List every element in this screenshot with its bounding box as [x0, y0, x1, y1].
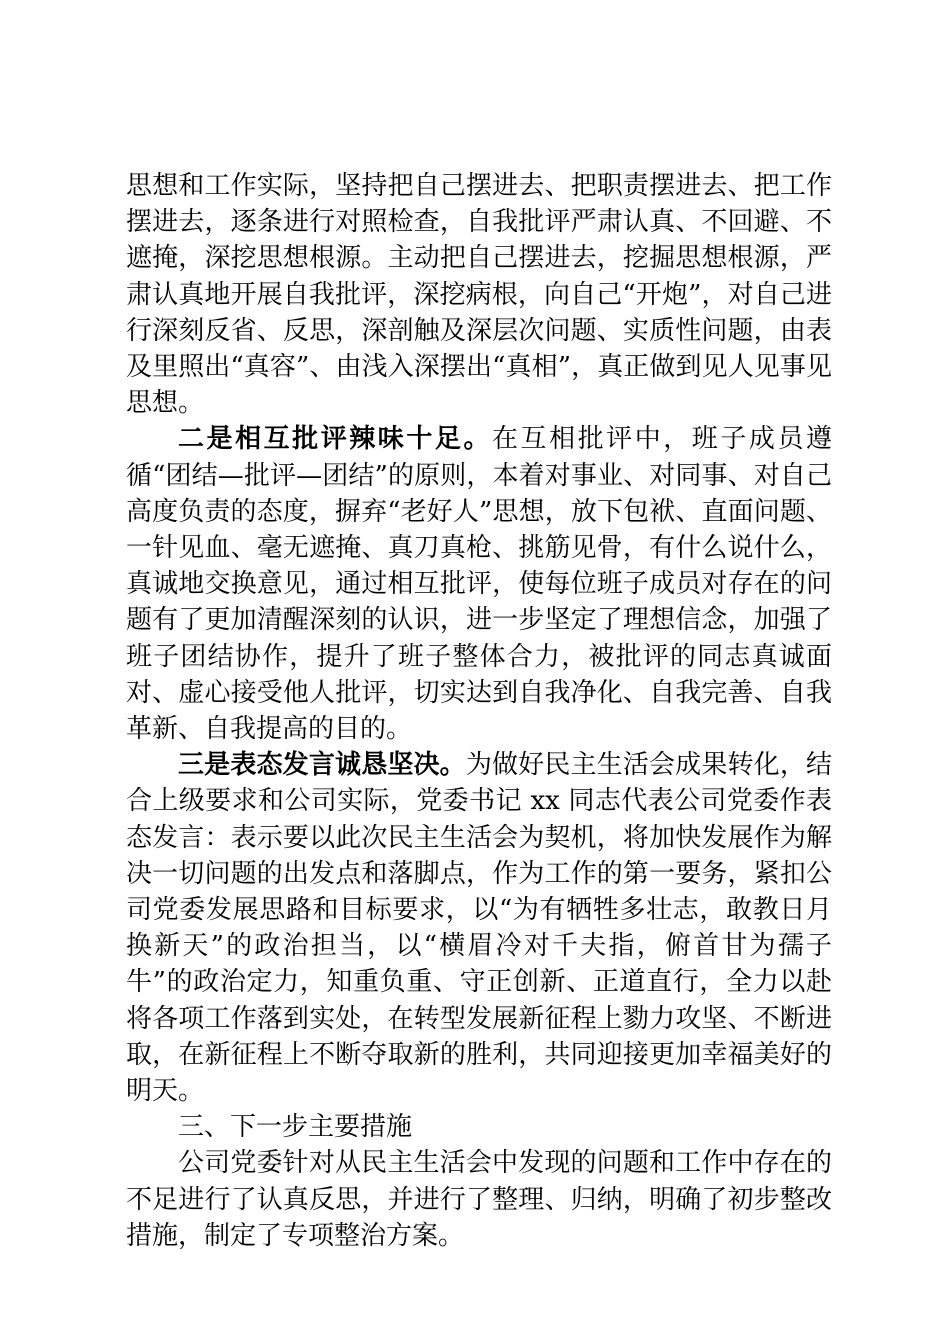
paragraph-next-steps: 公司党委针对从民主生活会中发现的问题和工作中存在的不足进行了认真反思，并进行了整理、归纳，明确了初步整改措施，制定了专项整治方案。	[126, 1148, 832, 1251]
paragraph-continuation: 思想和工作实际，坚持把自己摆进去、把职责摆进去、把工作摆进去，逐条进行对照检查，自我批评严肃认真、不回避、不遮掩，深挖思想根源。主动把自己摆进去，挖掘思想根源，严肃认真地开展自我批评，深挖病根，向自己“开炮”，对自己进行深刻反省、反思，深剖触及深层次问题、实质性问题，由表及里照出“真容”、由浅入深摆出“真相”，真正做到见人见事见思想。	[126, 171, 832, 419]
paragraph-lead-statement: 三是表态发言诚恳坚决。	[178, 750, 466, 781]
section-heading: 三、下一步主要措施	[178, 1112, 413, 1143]
paragraph-statement	[126, 747, 832, 1109]
paragraph-body-mutual-criticism: 在互相批评中，班子成员遵循“团结—批评—团结”的原则，本着对事业、对同事、对自己高度负责的态度，摒弃“老好人”思想，放下包袱、直面问题、一针见血、毫无遮掩、真刀真枪、挑筋见骨，有什么说什么，真诚地交换意见，通过相互批评，使每位班子成员对存在的问题有了更加清醒深刻的认识，进一步坚定了理想信念，加强了班子团结协作，提升了班子整体合力，被批评的同志真诚面对、虚心接受他人批评，切实达到自我净化、自我完善、自我革新、自我提高的目的。	[126, 424, 832, 745]
document-body	[126, 168, 832, 1254]
paragraph-mutual-criticism	[126, 421, 832, 747]
paragraph-body-statement: 为做好民主生活会成果转化，结合上级要求和公司实际，党委书记 xx 同志代表公司党委作表态发言：表示要以此次民主生活会为契机，将加快发展作为解决一切问题的出发点和落脚点，作为工作的第一要务，紧扣公司党委发展思路和目标要求，以“为有牺牲多壮志，敢教日月换新天”的政治担当，以“横眉冷对千夫指，俯首甘为孺子牛”的政治定力，知重负重、守正创新、正道直行，全力以赴将各项工作落到实处，在转型发展新征程上勠力攻坚、不断进取，在新征程上不断夺取新的胜利，共同迎接更加幸福美好的明天。	[126, 750, 832, 1107]
paragraph-lead-mutual-criticism: 二是相互批评辣味十足。	[178, 424, 492, 455]
